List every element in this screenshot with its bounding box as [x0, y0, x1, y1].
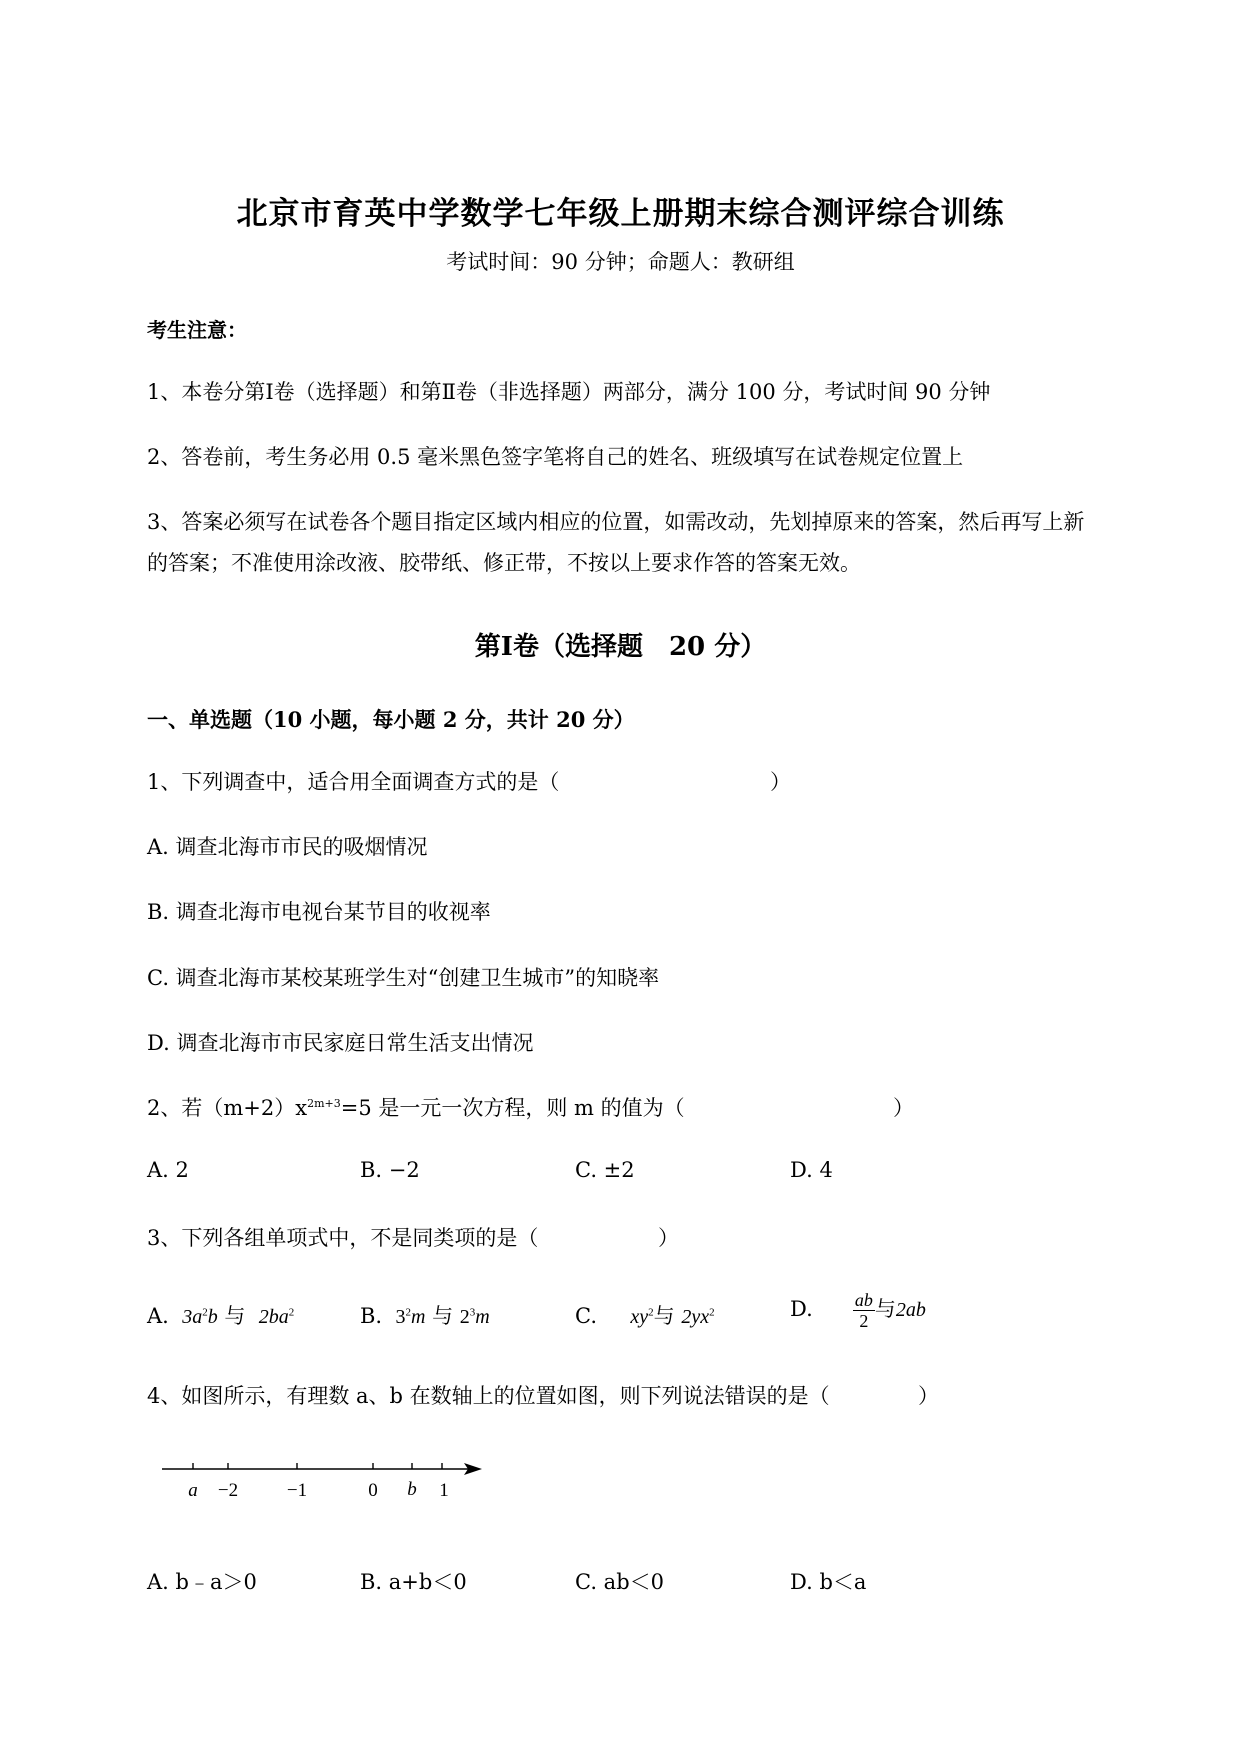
q3-c-term1	[630, 1306, 653, 1328]
q4-option-c: C. ab＜0	[575, 1570, 664, 1594]
q3-c-term2	[681, 1306, 714, 1328]
q3-c-e1: 2	[648, 1306, 654, 1319]
q3-a-e3: 2	[288, 1306, 295, 1319]
q4-stem-close: ）	[918, 1384, 939, 1408]
q1-stem-close: ）	[770, 770, 791, 794]
q3-a-mid: 与	[224, 1304, 246, 1328]
axis-label-b: b	[407, 1479, 417, 1500]
notice-item-3-line1: 3、答案必须写在试卷各个题目指定区域内相应的位置，如需改动，先划掉原来的答案，然后再写上新	[147, 510, 1085, 534]
q4-option-b: B. a+b＜0	[360, 1570, 467, 1594]
q2-exponent: 2m+3	[307, 1097, 341, 1110]
page-title: 北京市育英中学数学七年级上册期末综合测评综合训练	[236, 196, 1005, 232]
axis-label-zero: 0	[368, 1480, 378, 1501]
q1-stem: 1、下列调查中，适合用全面调查方式的是（	[147, 770, 560, 794]
notice-item-3-line2: 的答案；不准使用涂改液、胶带纸、修正带，不按以上要求作答的答案无效。	[147, 551, 861, 575]
q2-stem-a: 2、若（m+2）x	[147, 1096, 308, 1120]
q3-d-numerator: ab	[854, 1290, 873, 1310]
q3-c-t2: 2yx	[681, 1306, 710, 1328]
q3-d-term2: 2ab	[895, 1299, 926, 1321]
q3-b-term2	[460, 1306, 490, 1328]
q1-option-c: C. 调查北海市某校某班学生对“创建卫生城市”的知晓率	[147, 966, 660, 990]
q2-option-c: C. ±2	[575, 1158, 635, 1182]
q2-stem-close: ）	[893, 1096, 914, 1120]
q3-c-mid: 与	[653, 1304, 675, 1328]
q4-stem: 4、如图所示，有理数 a、b 在数轴上的位置如图，则下列说法错误的是（	[147, 1384, 830, 1408]
q3-b-t1: 3	[395, 1306, 406, 1328]
q3-stem-close: ）	[658, 1226, 679, 1250]
q3-option-c	[575, 1300, 715, 1330]
number-line-figure	[150, 1455, 490, 1511]
q1-option-a: A. 调查北海市市民的吸烟情况	[147, 835, 428, 859]
notice-item-2: 2、答卷前，考生务必用 0.5 毫米黑色签字笔将自己的姓名、班级填写在试卷规定位置上	[147, 445, 964, 469]
q3-a-term1	[182, 1306, 218, 1328]
q3-d-fraction	[853, 1290, 875, 1331]
q3-a-e1: 2	[202, 1306, 208, 1319]
q3-b-e3: 3	[469, 1306, 476, 1319]
q3-b-mid: 与	[432, 1304, 454, 1328]
q3-b-t4: m	[475, 1306, 490, 1328]
axis-label-minus-2: −2	[217, 1480, 239, 1501]
q3-option-b	[360, 1300, 490, 1330]
axis-label-a: a	[188, 1480, 198, 1501]
q3-option-d	[790, 1290, 926, 1331]
q4-option-d: D. b＜a	[790, 1570, 867, 1594]
q3-b-term1	[395, 1306, 425, 1328]
q3-a-t1: 3a	[182, 1306, 203, 1328]
q2-stem-b: =5 是一元一次方程，则 m 的值为（	[340, 1096, 685, 1120]
q4-option-a: A. b﹣a＞0	[147, 1570, 257, 1594]
exam-subtitle: 考试时间：90 分钟；命题人：教研组	[446, 250, 795, 274]
q3-stem: 3、下列各组单项式中，不是同类项的是（	[147, 1226, 539, 1250]
q1-option-d: D. 调查北海市市民家庭日常生活支出情况	[147, 1031, 534, 1055]
q3-b-label: B.	[360, 1304, 383, 1328]
q2-option-a: A. 2	[147, 1158, 189, 1182]
q2-option-b: B. −2	[360, 1158, 420, 1182]
q3-d-mid: 与	[874, 1297, 896, 1321]
q3-b-e1: 2	[405, 1306, 411, 1319]
q3-d-label: D.	[790, 1297, 813, 1321]
section-title: 第Ⅰ卷（选择题 20 分）	[474, 632, 767, 662]
part-title: 一、单选题（10 小题，每小题 2 分，共计 20 分）	[147, 707, 635, 732]
q1-option-b: B. 调查北海市电视台某节目的收视率	[147, 900, 491, 924]
q3-a-t2: b	[207, 1306, 218, 1328]
q3-c-label: C.	[575, 1304, 597, 1328]
q3-c-e2: 2	[709, 1306, 715, 1319]
axis-label-minus-1: −1	[286, 1480, 308, 1501]
q3-b-t3: 2	[459, 1306, 470, 1328]
axis-label-one: 1	[439, 1480, 449, 1501]
q3-c-t1: xy	[630, 1306, 649, 1328]
q2-stem	[147, 1092, 685, 1122]
notice-label: 考生注意：	[147, 318, 247, 342]
q2-option-d: D. 4	[790, 1158, 833, 1182]
q3-d-denominator: 2	[859, 1311, 869, 1331]
q3-a-label: A.	[147, 1304, 169, 1328]
q3-a-term2	[259, 1306, 295, 1328]
q3-b-t2: m	[410, 1306, 426, 1328]
q3-a-t3: 2ba	[258, 1306, 289, 1328]
q3-option-a	[147, 1300, 294, 1330]
notice-item-1: 1、本卷分第Ⅰ卷（选择题）和第Ⅱ卷（非选择题）两部分，满分 100 分，考试时间 90 分钟	[147, 380, 991, 404]
